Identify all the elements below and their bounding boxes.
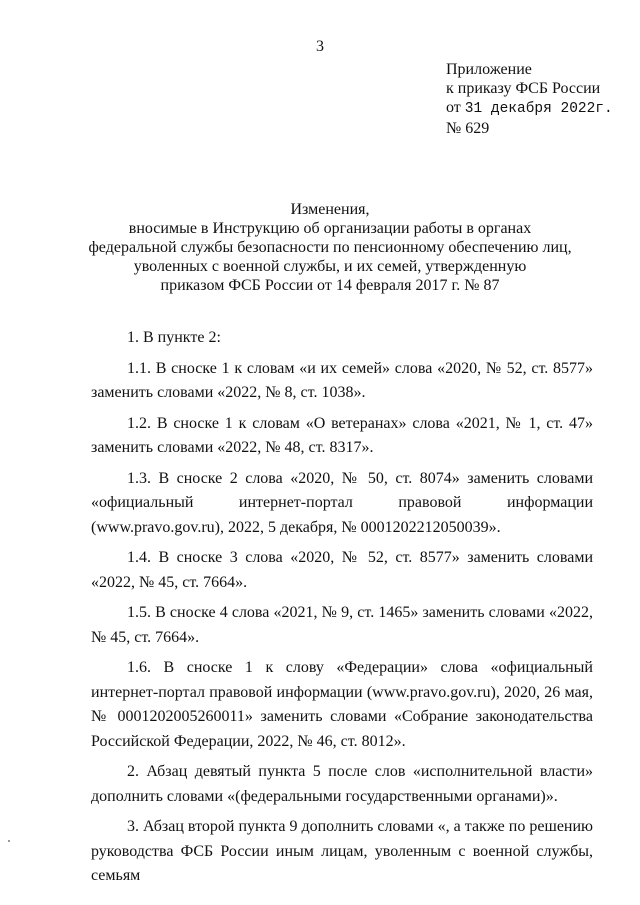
appendix-line-4 — [446, 119, 613, 138]
paragraph-1-3: 1.3. В сноске 2 слова «2020, № 50, ст. 8074» заменить словами «официальный интернет-портал правовой информации (www.pravo.gov.ru), 2022, 5 декабря, № 0001202212050039». — [91, 469, 593, 536]
appendix-line-1: Приложение — [446, 61, 532, 78]
appendix-block — [446, 60, 613, 138]
paragraph-1-4: 1.4. В сноске 3 слова «2020, № 52, ст. 8577» заменить словами «2022, № 45, ст. 7664». — [91, 549, 593, 591]
paragraph-1-1: 1.1. В сноске 1 к словам «и их семей» слова «2020, № 52, ст. 8577» заменить словами «2022, № 8, ст. 1038». — [91, 359, 593, 401]
paragraph-3: 3. Абзац второй пункта 9 дополнить словами «, а также по решению руководства ФСБ России иным лицам, уволенным с военной службы, семьям — [91, 818, 593, 884]
page-number: 3 — [316, 38, 324, 55]
scan-speck — [8, 840, 10, 842]
paragraph-1-6: 1.6. В сноске 1 к слову «Федерации» слова «официальный интернет-портал правовой информации (www.pravo.gov.ru), 2020, 26 мая, № 0001202005260011» заменить словами «Собрание законодательства Российской Федерации, 2022, № 46, ст. 8012». — [91, 659, 593, 750]
paragraph-1: 1. В пункте 2: — [127, 329, 221, 346]
paragraph-1-2: 1.2. В сноске 1 к словам «О ветеранах» слова «2021, № 1, ст. 47» заменить словами «2022, № 48, ст. 8317». — [91, 414, 593, 456]
document-title — [80, 200, 580, 295]
paragraph-2: 2. Абзац девятый пункта 5 после слов «исполнительной власти» дополнить словами «(федеральными государственными органами)». — [91, 763, 593, 805]
appendix-line-3 — [446, 98, 613, 119]
appendix-line-2: к приказу ФСБ России — [446, 80, 601, 97]
title-line-3: федеральной службы безопасности по пенсионному обеспечению лиц, — [88, 239, 572, 256]
title-line-2: вносимые в Инструкцию об организации работы в органах — [128, 220, 532, 237]
document-body — [91, 326, 593, 895]
appendix-date-prefix: от — [446, 99, 465, 116]
title-line-4: уволенных с военной службы, и их семей, утвержденную — [133, 258, 527, 275]
title-line-1: Изменения, — [290, 201, 370, 218]
paragraph-1-5: 1.5. В сноске 4 слова «2021, № 9, ст. 1465» заменить словами «2022, № 45, ст. 7664». — [91, 604, 593, 646]
title-line-5: приказом ФСБ России от 14 февраля 2017 г. № 87 — [160, 277, 500, 294]
appendix-order-number: 629 — [465, 120, 490, 137]
appendix-number-prefix: № — [446, 120, 466, 137]
appendix-date: 31 декабря 2022г. — [464, 101, 613, 117]
